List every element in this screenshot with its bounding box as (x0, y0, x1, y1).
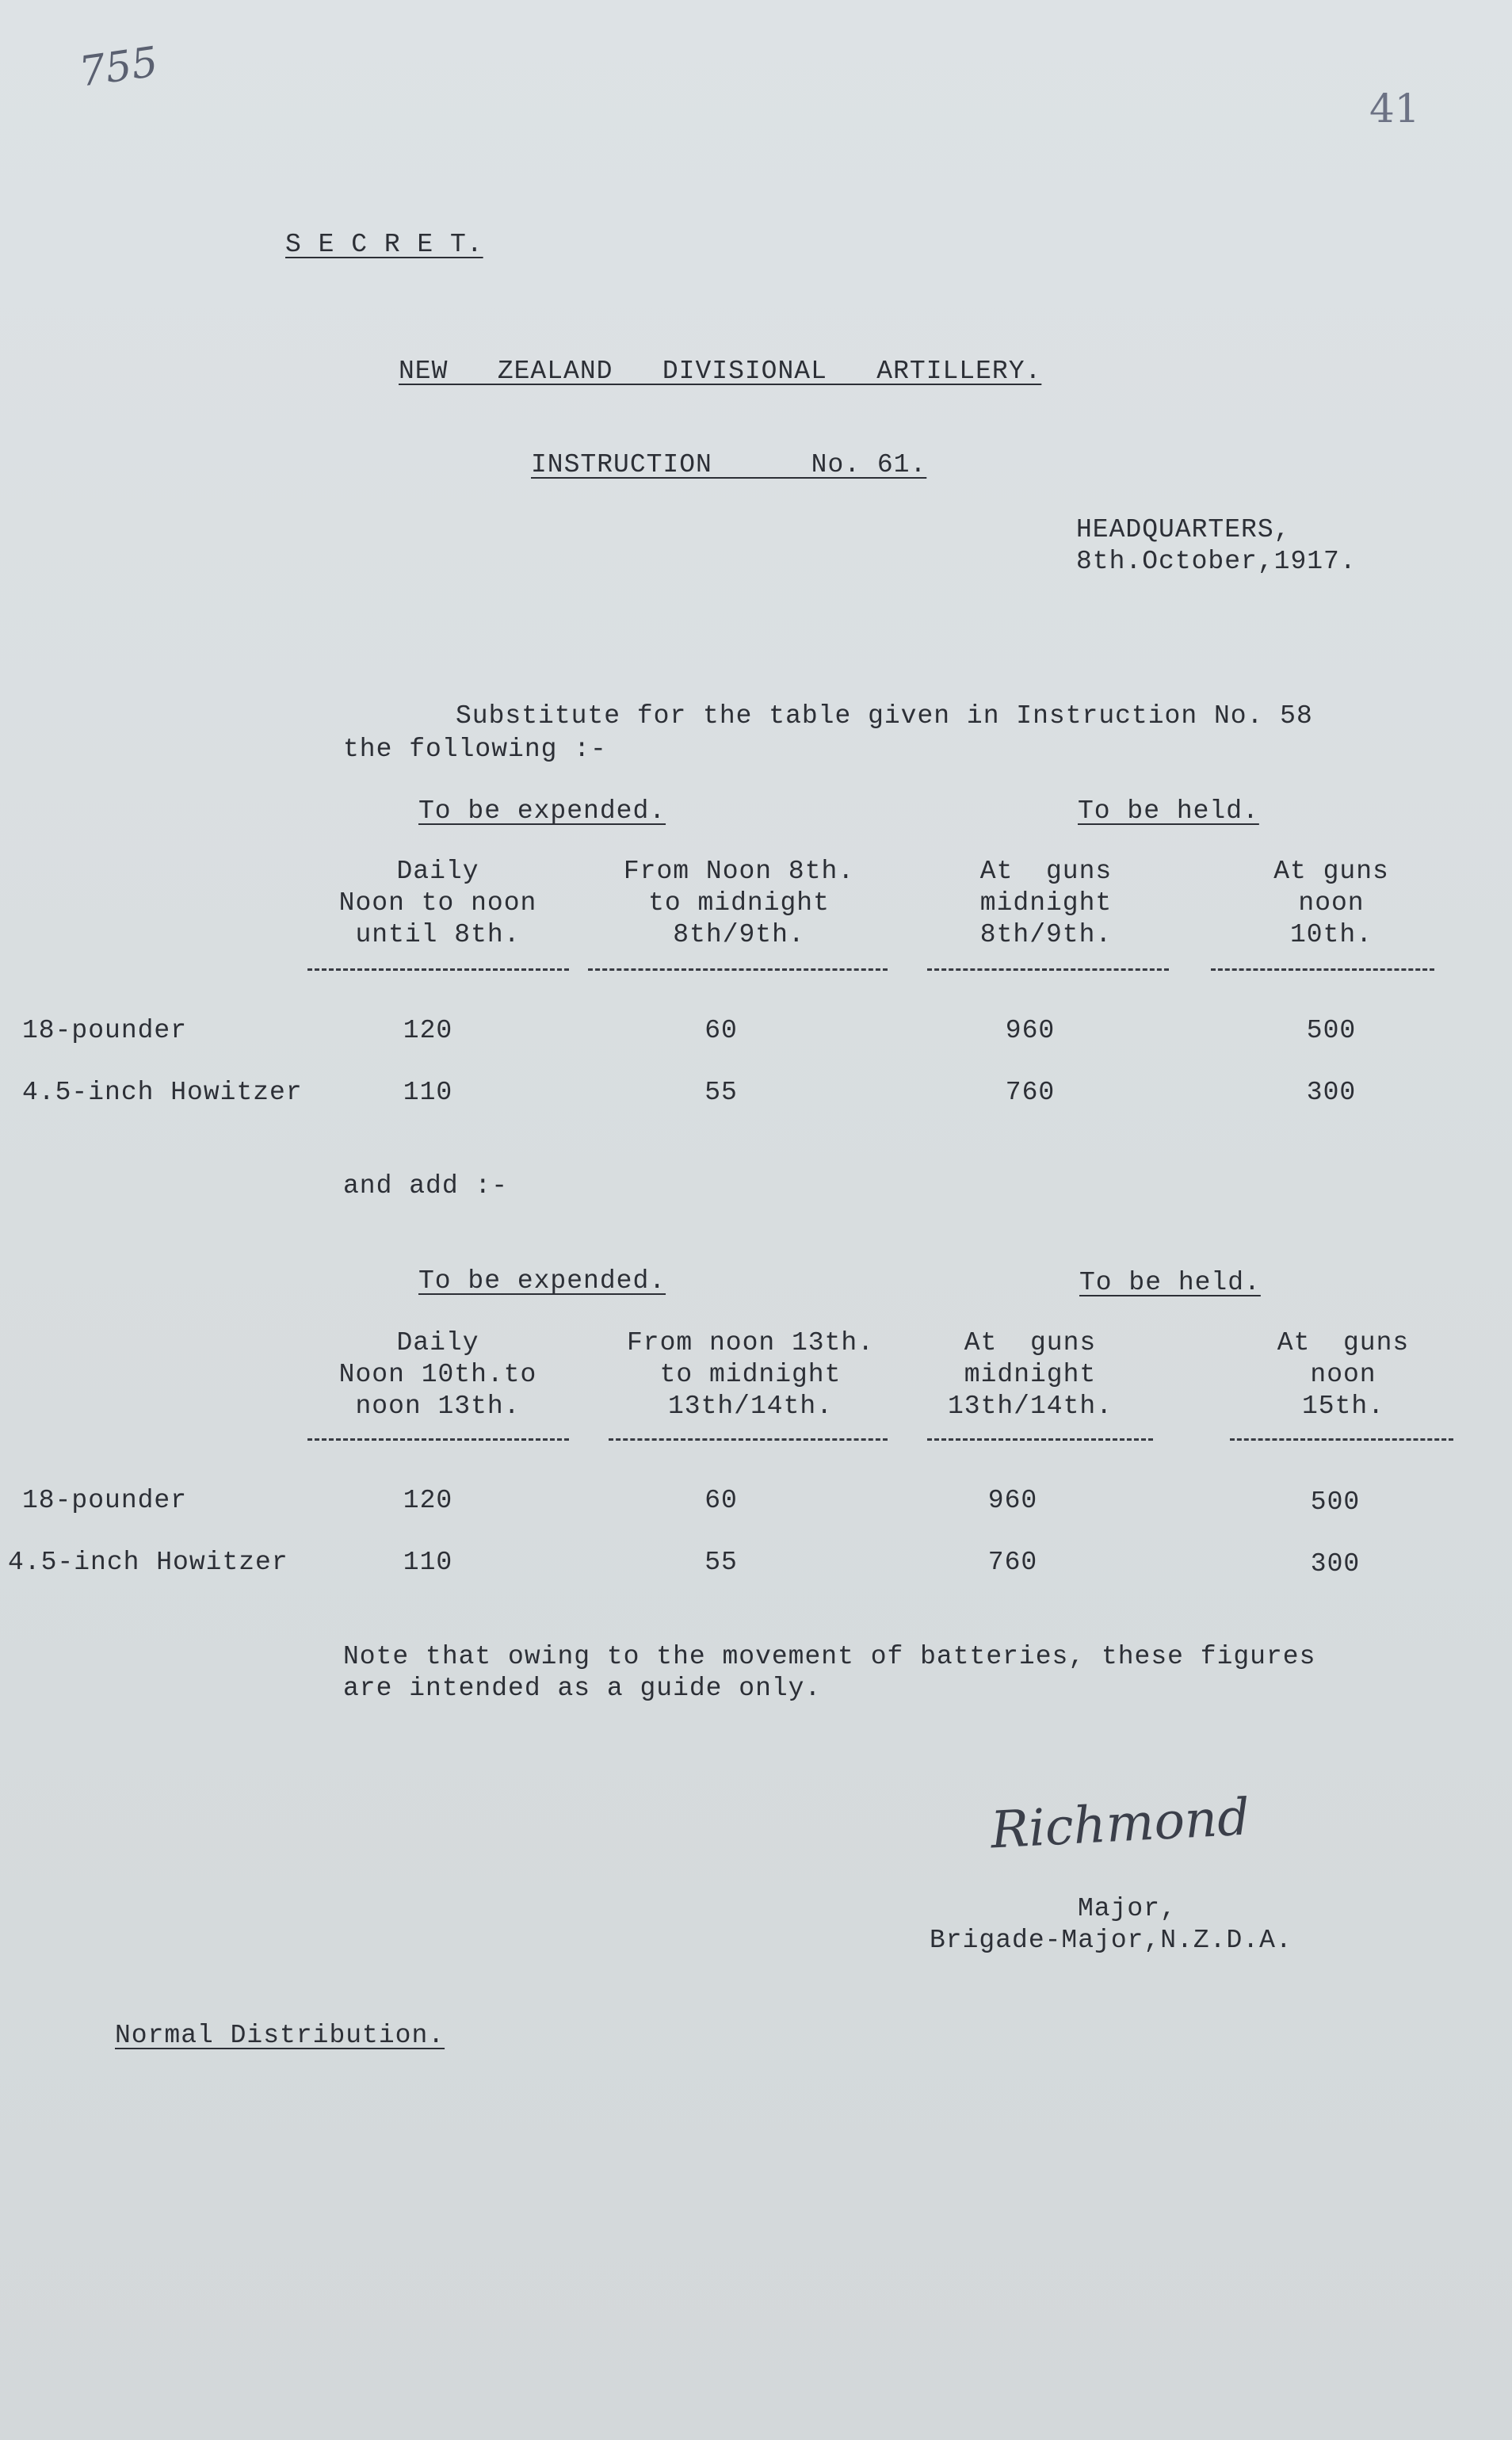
table2-header-daily: Daily Noon 10th.to noon 13th. (338, 1328, 537, 1421)
table2-header-rule (1230, 1438, 1453, 1441)
table1-header-rule (588, 968, 888, 971)
table2-group-held: To be held. (1079, 1268, 1261, 1297)
table2-group-expended: To be expended. (418, 1266, 666, 1296)
table2-header-rule (609, 1438, 888, 1441)
cell-value: 760 (1005, 1078, 1056, 1107)
cell-value: 55 (704, 1548, 738, 1577)
table1-group-expended: To be expended. (418, 796, 666, 826)
cell-value: 120 (403, 1016, 453, 1045)
table1-header-rule (307, 968, 569, 971)
cell-value: 300 (1306, 1078, 1357, 1107)
distribution-note: Normal Distribution. (115, 2021, 445, 2050)
signature-title: Brigade-Major,N.Z.D.A. (930, 1926, 1292, 1955)
table2-header-at-guns-noon: At guns noon 15th. (1277, 1328, 1410, 1421)
note-line-1: Note that owing to the movement of batteries, these figures (343, 1642, 1316, 1671)
page-number: 41 (1369, 86, 1420, 132)
row-label: 4.5-inch Howitzer (8, 1548, 288, 1577)
cell-value: 960 (987, 1486, 1038, 1515)
classification-heading: S E C R E T. (285, 230, 483, 259)
cell-value: 60 (704, 1486, 738, 1515)
table2-header-from-noon: From noon 13th. to midnight 13th/14th. (626, 1328, 875, 1421)
handwritten-signature: Richmond (989, 1788, 1251, 1861)
signature-rank: Major, (1078, 1894, 1177, 1923)
table2-header-rule (927, 1438, 1153, 1441)
intro-line-2: the following :- (343, 735, 607, 764)
cell-value: 500 (1306, 1016, 1357, 1045)
table1-header-at-guns-midnight: At guns midnight 8th/9th. (979, 857, 1113, 949)
instruction-heading: INSTRUCTION No. 61. (531, 450, 927, 479)
dateline-place: HEADQUARTERS, (1076, 515, 1291, 544)
margin-ref-number: 755 (76, 38, 161, 97)
row-label: 18-pounder (22, 1016, 188, 1045)
table1-header-from-noon: From Noon 8th. to midnight 8th/9th. (623, 857, 855, 949)
cell-value: 55 (704, 1078, 738, 1107)
intro-line-1: Substitute for the table given in Instruction No. 58 (456, 701, 1313, 731)
row-label: 4.5-inch Howitzer (22, 1078, 303, 1107)
and-add-text: and add :- (343, 1171, 509, 1201)
cell-value: 760 (987, 1548, 1038, 1577)
cell-value: 60 (704, 1016, 738, 1045)
note-line-2: are intended as a guide only. (343, 1674, 822, 1703)
unit-heading: NEW ZEALAND DIVISIONAL ARTILLERY. (399, 357, 1042, 386)
row-label: 18-pounder (22, 1486, 188, 1515)
cell-value: 120 (403, 1486, 453, 1515)
table1-header-daily: Daily Noon to noon until 8th. (338, 857, 537, 949)
cell-value: 110 (403, 1078, 453, 1107)
cell-value: 110 (403, 1548, 453, 1577)
table1-group-held: To be held. (1078, 796, 1259, 826)
table2-header-rule (307, 1438, 569, 1441)
table1-header-rule (927, 968, 1169, 971)
cell-value: 960 (1005, 1016, 1056, 1045)
table1-header-at-guns-noon: At guns noon 10th. (1273, 857, 1389, 949)
table2-header-at-guns-midnight: At guns midnight 13th/14th. (947, 1328, 1113, 1421)
cell-value: 300 (1310, 1549, 1361, 1579)
dateline-date: 8th.October,1917. (1076, 547, 1357, 576)
table1-header-rule (1211, 968, 1434, 971)
cell-value: 500 (1310, 1487, 1361, 1517)
